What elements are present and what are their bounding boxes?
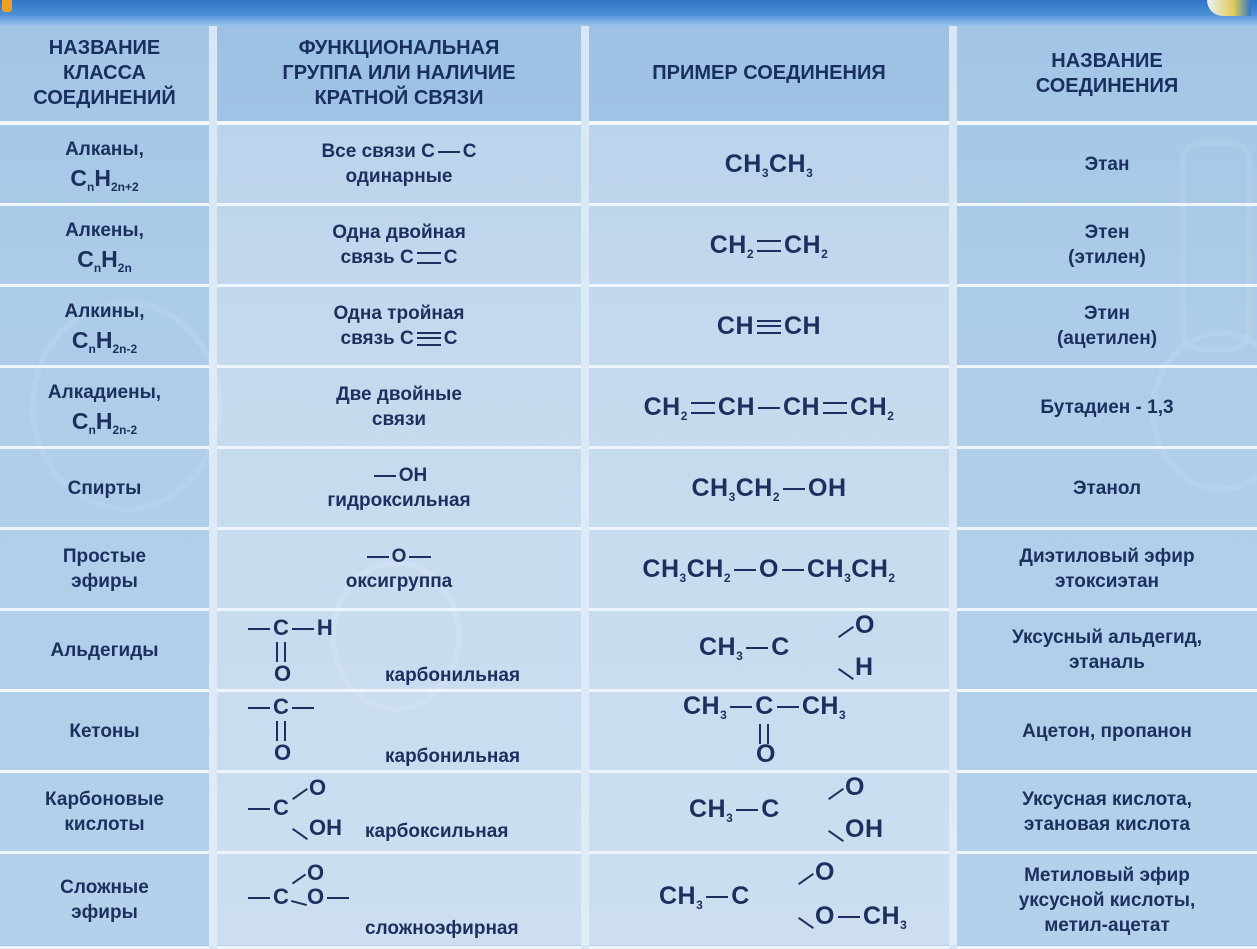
name-cell: Бутадиен - 1,3 [953,367,1257,448]
name-cell: Уксусная кислота, этановая кислота [953,772,1257,853]
table-row [0,772,1257,853]
class-cell: Сложные эфиры [0,853,213,948]
example-cell: $CH_3CH_3$ [585,123,953,205]
class-cell: Карбоновые кислоты [0,772,213,853]
name-cell: Этен (этилен) [953,205,1257,286]
example-cell: $CH_3$ C O H [585,610,953,691]
class-cell: Спирты [0,448,213,529]
table-row [0,691,1257,772]
example-cell: $CH_3$ C $CH_3$ O [585,691,953,772]
top-bar [0,0,1257,26]
table-row [0,448,1257,529]
table-row [0,286,1257,367]
example-cell: $CH_3CH_2$ OH [585,448,953,529]
class-cell: Алкадиены, $C_nH_{2n-2}$ [0,367,213,448]
name-cell: Этин (ацетилен) [953,286,1257,367]
class-cell: Простые эфиры [0,529,213,610]
organic-classes-table [0,26,1257,949]
group-cell: C O OH карбоксильная [213,772,585,853]
group-cell: Одна тройная связь С С [213,286,585,367]
class-cell: Кетоны [0,691,213,772]
name-cell: Метиловый эфир уксусной кислоты, метил-ацетат [953,853,1257,948]
example-cell: $CH_3$ C O O $CH_3$ [585,853,953,948]
class-cell: Алкины, $C_nH_{2n-2}$ [0,286,213,367]
header-class-name: НАЗВАНИЕ КЛАССА СОЕДИНЕНИЙ [0,26,213,123]
name-cell: Этанол [953,448,1257,529]
name-cell: Этан [953,123,1257,205]
group-cell: Все связи С С одинарные [213,123,585,205]
class-cell: Алкены, $C_nH_{2n}$ [0,205,213,286]
table-row [0,123,1257,205]
example-cell: $CH_2$ $CH_2$ [585,205,953,286]
table-row [0,853,1257,948]
group-cell: Одна двойная связь С С [213,205,585,286]
example-cell: $CH_2$ CH CH $CH_2$ [585,367,953,448]
group-cell: C O O сложноэфирная [213,853,585,948]
class-formula: $C_nH_{2n+2}$ [70,165,139,194]
group-cell: OH гидроксильная [213,448,585,529]
example-cell: $CH_3CH_2$ O $CH_3CH_2$ [585,529,953,610]
table-row [0,367,1257,448]
example-cell: CH CH [585,286,953,367]
name-cell: Уксусный альдегид, этаналь [953,610,1257,691]
group-cell: Две двойные связи [213,367,585,448]
example-cell: $CH_3$ C O OH [585,772,953,853]
header-example: ПРИМЕР СОЕДИНЕНИЯ [585,26,953,123]
name-cell: Диэтиловый эфир этоксиэтан [953,529,1257,610]
class-cell: Альдегиды [0,610,213,691]
logo-left-icon [2,0,12,12]
header-compound-name: НАЗВАНИЕ СОЕДИНЕНИЯ [953,26,1257,123]
class-cell: Алканы, $C_nH_{2n+2}$ [0,123,213,205]
group-cell: C H O карбонильная [213,610,585,691]
header-row [0,26,1257,123]
name-cell: Ацетон, пропанон [953,691,1257,772]
table-row [0,205,1257,286]
group-cell: C O карбонильная [213,691,585,772]
logo-right-icon [1207,0,1251,16]
table-row [0,610,1257,691]
group-cell: O оксигруппа [213,529,585,610]
header-functional-group: ФУНКЦИОНАЛЬНАЯ ГРУППА ИЛИ НАЛИЧИЕ КРАТНОЙ СВЯЗИ [213,26,585,123]
table-row [0,529,1257,610]
